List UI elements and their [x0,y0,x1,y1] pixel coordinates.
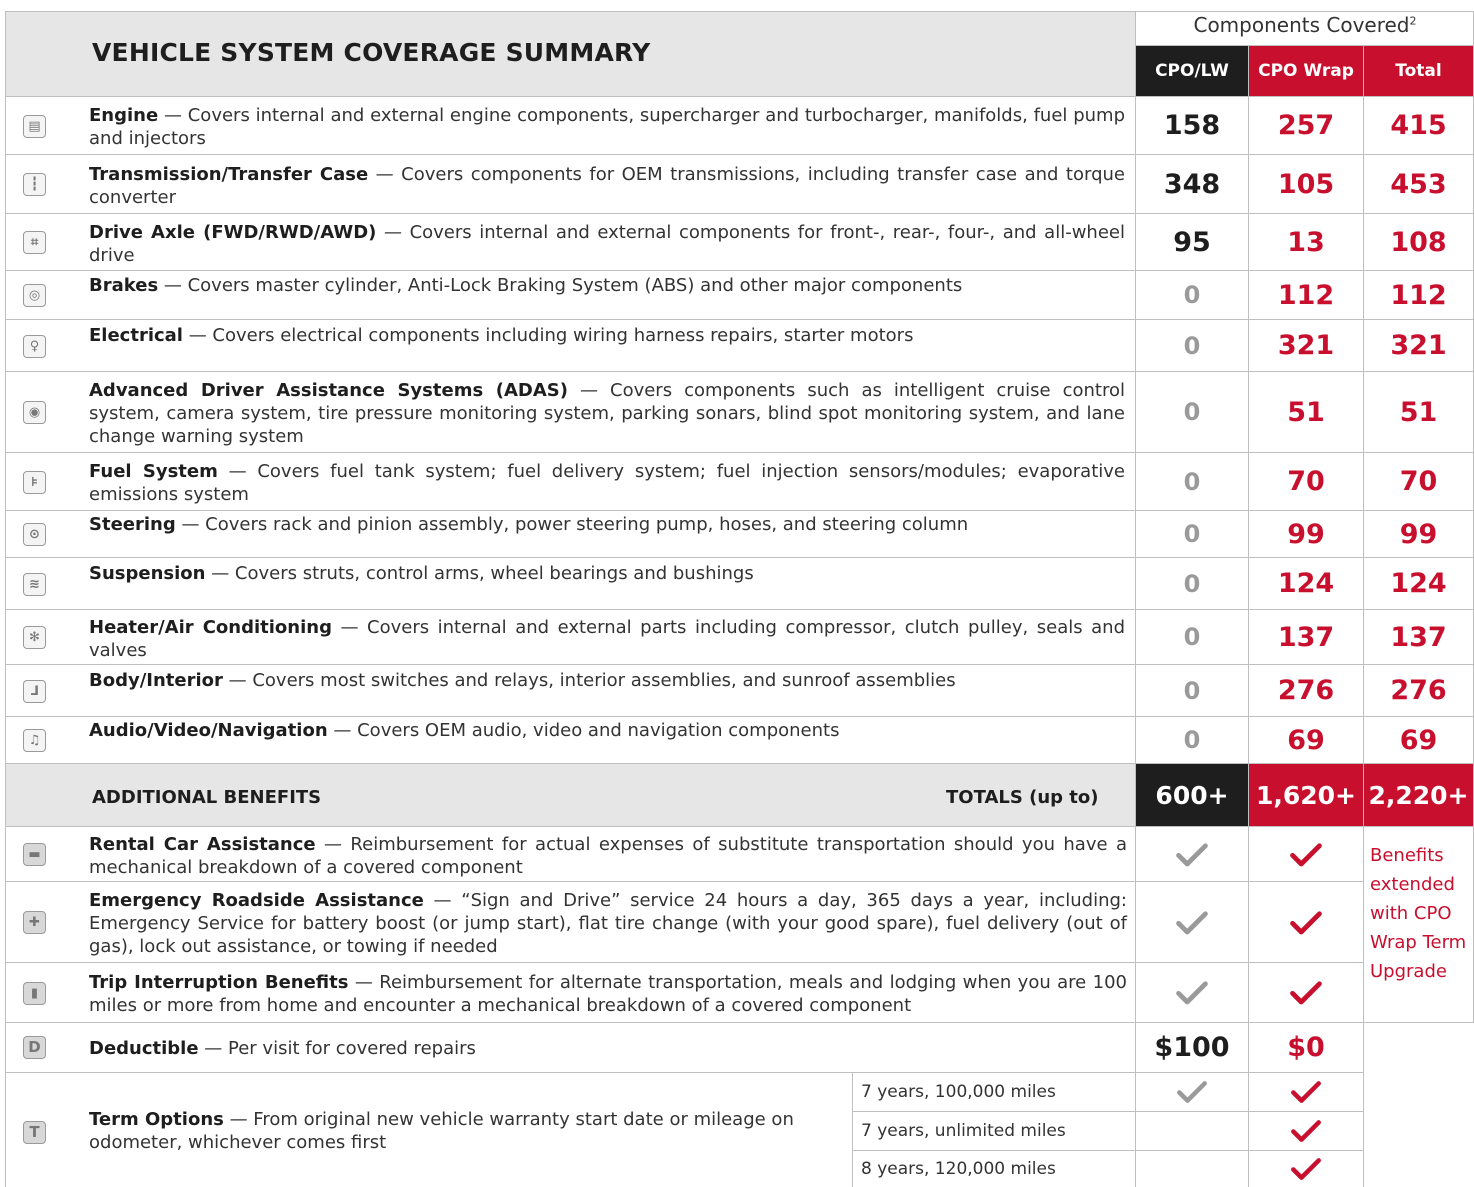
deductible-icon: D [23,1036,46,1059]
system-description: Body/Interior — Covers most switches and relays, interior assemblies, and sunroof assemblies [89,670,956,691]
system-cpo-lw-count: 158 [1136,97,1249,155]
drive-axle-icon: ⌗ [23,231,46,254]
deductible-cpo-wrap: $0 [1249,1023,1364,1073]
system-cpo-lw-count: 0 [1136,558,1249,610]
system-cpo-lw-count: 348 [1136,155,1249,214]
system-cpo-lw-count: 0 [1136,665,1249,717]
system-name: Drive Axle (FWD/RWD/AWD) [89,221,377,243]
audio-icon: ♫ [23,729,46,752]
benefit-name: Rental Car Assistance [89,833,316,855]
steering-icon: ⊙ [23,523,46,546]
system-name: Suspension [89,563,206,584]
system-description: Electrical — Covers electrical components including wiring harness repairs, starter motors [89,325,914,346]
heater-ac-icon: ✻ [23,626,46,649]
system-total-count: 321 [1364,320,1474,372]
system-name: Body/Interior [89,670,223,691]
system-description: Fuel System — Covers fuel tank system; fuel delivery system; fuel injection sensors/modules; evaporative emissions system [89,461,1125,505]
system-cpo-wrap-count: 105 [1249,155,1364,214]
totals-label: TOTALS (up to) [946,787,1099,808]
system-cpo-wrap-count: 13 [1249,214,1364,271]
system-total-count: 99 [1364,511,1474,558]
system-description: Brakes — Covers master cylinder, Anti-Lock Braking System (ABS) and other major components [89,274,963,296]
checkmark-icon [1289,1078,1323,1105]
system-name: Brakes [89,274,159,296]
system-name: Engine [89,105,159,126]
col-header-cpo-lw: CPO/LW [1136,46,1249,97]
system-cpo-lw-count: 0 [1136,320,1249,372]
col-header-cpo-wrap: CPO Wrap [1249,46,1364,97]
adas-icon: ◉ [23,401,46,424]
total-cpo-wrap: 1,620+ [1249,764,1364,827]
system-name: Fuel System [89,461,218,482]
col-header-total: Total [1364,46,1474,97]
system-total-count: 69 [1364,717,1474,764]
system-cpo-wrap-count: 70 [1249,453,1364,511]
additional-benefits-label: ADDITIONAL BENEFITS [92,787,322,808]
benefit-cpo-lw-check [1136,882,1249,963]
system-total-count: 124 [1364,558,1474,610]
system-cpo-wrap-count: 137 [1249,610,1364,665]
system-total-count: 415 [1364,97,1474,155]
deductible-cpo-lw: $100 [1136,1023,1249,1073]
system-description: Suspension — Covers struts, control arms, wheel bearings and bushings [89,563,754,584]
system-cpo-wrap-count: 69 [1249,717,1364,764]
checkmark-icon [1174,978,1210,1007]
system-cpo-lw-count: 0 [1136,610,1249,665]
system-cpo-wrap-count: 276 [1249,665,1364,717]
term-cpo-wrap-check [1249,1073,1364,1112]
term-option: 7 years, unlimited miles [853,1112,1136,1151]
trip-icon: ▮ [23,982,46,1005]
term-icon: T [23,1121,46,1144]
checkmark-icon [1289,1117,1323,1144]
system-description: Transmission/Transfer Case — Covers components for OEM transmissions, including transfer case and torque converter [89,163,1125,208]
checkmark-icon [1174,908,1210,937]
checkmark-icon [1288,840,1324,869]
system-cpo-wrap-count: 321 [1249,320,1364,372]
engine-icon: ▤ [23,115,46,138]
system-cpo-lw-count: 0 [1136,717,1249,764]
system-cpo-lw-count: 0 [1136,271,1249,320]
system-description: Audio/Video/Navigation — Covers OEM audio, video and navigation components [89,719,840,741]
system-cpo-lw-count: 0 [1136,453,1249,511]
system-name: Heater/Air Conditioning [89,616,332,638]
benefit-cpo-wrap-check [1249,827,1364,882]
total-cpo-lw: 600+ [1136,764,1249,827]
system-total-count: 453 [1364,155,1474,214]
system-cpo-lw-count: 0 [1136,511,1249,558]
system-total-count: 108 [1364,214,1474,271]
term-cpo-wrap-check [1249,1151,1364,1187]
electrical-icon: ♀ [23,335,46,358]
rental-car-icon: ▬ [23,843,46,866]
benefit-note: Benefits extended with CPO Wrap Term Upgrade [1370,845,1467,982]
benefit-description: Emergency Roadside Assistance — “Sign and Drive” service 24 hours a day, 365 days a year, including: Emergency Service for battery boost (or jump start), flat tire change (with your good spare), fuel delivery (out of gas), lock out assistance, or towing if needed [89,890,1127,957]
system-description: Engine — Covers internal and external engine components, supercharger and turbocharger, manifolds, fuel pump and injectors [89,105,1125,149]
system-name: Steering [89,513,176,535]
term-cpo-wrap-check [1249,1112,1364,1151]
system-name: Advanced Driver Assistance Systems (ADAS) [89,380,568,401]
suspension-icon: ≋ [23,573,46,596]
system-total-count: 137 [1364,610,1474,665]
benefit-cpo-lw-check [1136,963,1249,1023]
term-cpo-lw-check [1136,1151,1249,1187]
benefit-cpo-wrap-check [1249,882,1364,963]
system-cpo-wrap-count: 124 [1249,558,1364,610]
term-cpo-lw-check [1136,1073,1249,1112]
checkmark-icon [1288,908,1324,937]
page-title: VEHICLE SYSTEM COVERAGE SUMMARY [92,38,651,67]
system-cpo-lw-count: 0 [1136,372,1249,453]
benefit-name: Trip Interruption Benefits [89,972,349,993]
fuel-system-icon: ⊧ [23,471,46,494]
system-total-count: 51 [1364,372,1474,453]
components-covered-label: Components Covered$^2$ [1193,13,1417,37]
system-total-count: 112 [1364,271,1474,320]
system-description: Steering — Covers rack and pinion assembly, power steering pump, hoses, and steering column [89,513,969,535]
system-total-count: 276 [1364,665,1474,717]
benefit-cpo-wrap-check [1249,963,1364,1023]
benefit-name: Emergency Roadside Assistance [89,890,424,911]
system-cpo-wrap-count: 99 [1249,511,1364,558]
checkmark-icon [1174,840,1210,869]
system-description: Advanced Driver Assistance Systems (ADAS) — Covers components such as intelligent cruise control system, camera system, tire pressure monitoring system, parking sonars, blind spot monitoring system, and lane change warning system [89,380,1125,447]
term-cpo-lw-check [1136,1112,1249,1151]
term-option: 8 years, 120,000 miles [853,1151,1136,1187]
term-option: 7 years, 100,000 miles [853,1073,1136,1112]
body-interior-icon: ⅃ [23,680,46,703]
system-cpo-wrap-count: 112 [1249,271,1364,320]
term-options-desc: Term Options — From original new vehicle warranty start date or mileage on odometer, whichever comes first [89,1109,794,1153]
brakes-icon: ◎ [23,284,46,307]
checkmark-icon [1288,978,1324,1007]
system-cpo-lw-count: 95 [1136,214,1249,271]
checkmark-icon [1289,1155,1323,1182]
system-cpo-wrap-count: 257 [1249,97,1364,155]
system-name: Audio/Video/Navigation [89,719,328,741]
checkmark-icon [1175,1078,1209,1105]
system-description: Drive Axle (FWD/RWD/AWD) — Covers internal and external components for front-, rear-, four-, and all-wheel drive [89,221,1125,266]
transmission-icon: ┇ [23,173,46,196]
system-total-count: 70 [1364,453,1474,511]
system-name: Electrical [89,325,183,346]
system-description: Heater/Air Conditioning — Covers internal and external parts including compressor, clutch pulley, seals and valves [89,616,1126,661]
benefit-description: Trip Interruption Benefits — Reimbursement for alternate transportation, meals and lodging when you are 100 miles or more from home and encounter a mechanical breakdown of a covered component [89,972,1128,1016]
benefit-description: Rental Car Assistance — Reimbursement for actual expenses of substitute transportation should you have a mechanical breakdown of a covered component [89,833,1127,878]
total-combined: 2,220+ [1364,764,1474,827]
benefit-cpo-lw-check [1136,827,1249,882]
roadside-icon: ✚ [23,911,46,934]
deductible-desc: Deductible — Per visit for covered repairs [89,1038,476,1059]
system-cpo-wrap-count: 51 [1249,372,1364,453]
system-name: Transmission/Transfer Case [89,163,369,185]
